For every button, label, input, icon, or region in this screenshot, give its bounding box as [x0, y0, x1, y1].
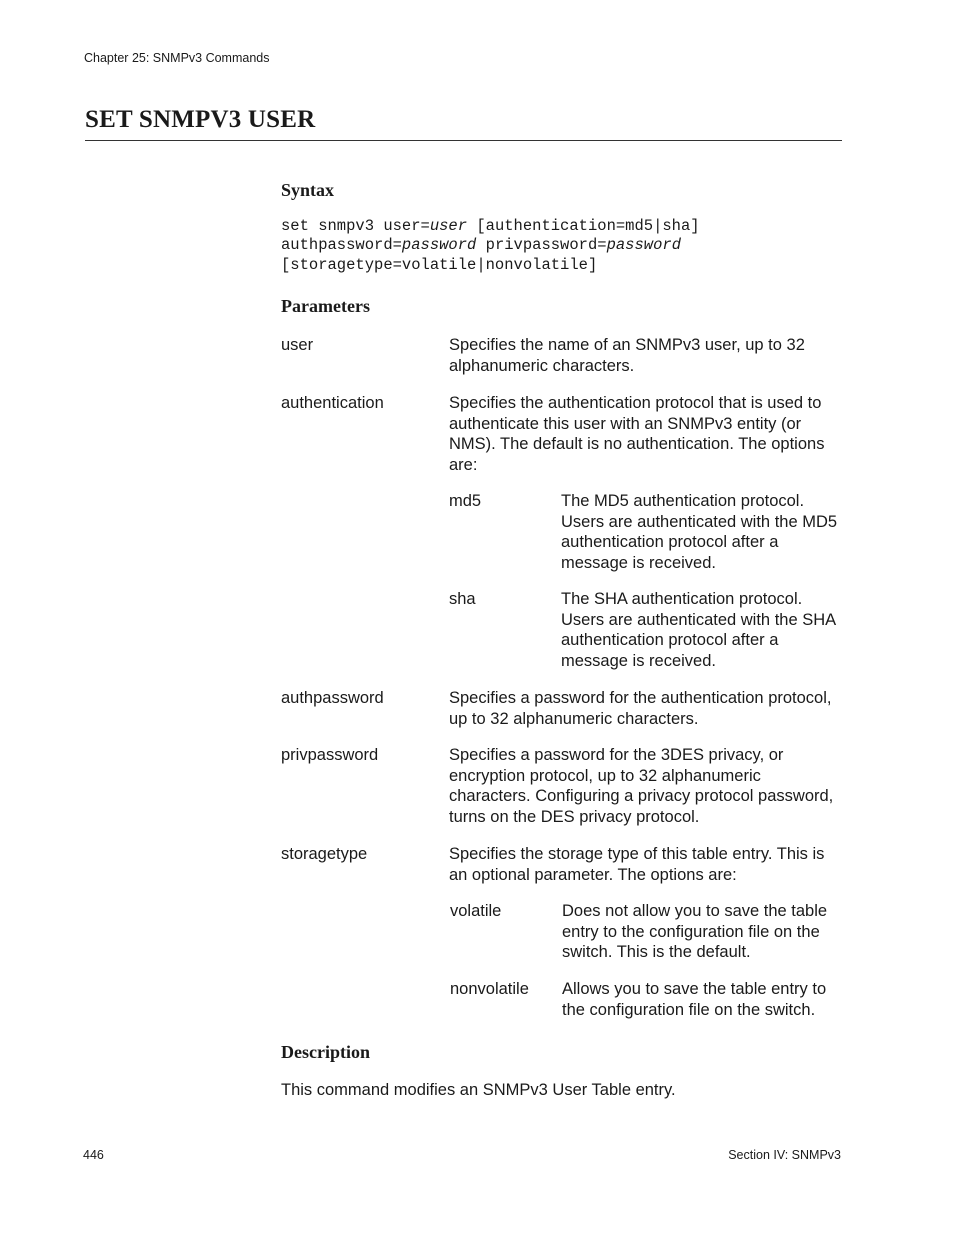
page-title: SET SNMPV3 USER — [85, 106, 316, 133]
param-storagetype-name: storagetype — [281, 845, 368, 863]
syntax-line-3: [storagetype=volatile|nonvolatile] — [281, 256, 598, 274]
option-sha-desc: The SHA authentication protocol. Users are authenticated with the SHA authentication protocol after a message is received. — [561, 590, 836, 670]
option-md5-desc: The MD5 authentication protocol. Users are authenticated with the MD5 authentication protocol after a message is received. — [561, 492, 838, 572]
parameters-heading: Parameters — [281, 296, 370, 316]
option-volatile-desc: Does not allow you to save the table entry to the configuration file on the switch. This is the default. — [562, 902, 828, 961]
param-privpassword-desc: Specifies a password for the 3DES privacy, or encryption protocol, up to 32 alphanumeric characters. Configuring a privacy protocol password, turns on the DES privacy protocol. — [449, 746, 834, 826]
param-authpassword-desc: Specifies a password for the authentication protocol, up to 32 alphanumeric characters. — [449, 689, 832, 728]
param-authentication-desc: Specifies the authentication protocol that is used to authenticate this user with an SNMPv3 entity (or NMS). The default is no authentication. The options are: — [449, 394, 825, 474]
param-user-name: user — [281, 336, 314, 354]
running-footer-section: Section IV: SNMPv3 — [728, 1148, 841, 1162]
syntax-line-1: set snmpv3 user=user [authentication=md5|sha] — [281, 217, 700, 235]
syntax-heading: Syntax — [281, 180, 335, 200]
param-storagetype-desc: Specifies the storage type of this table entry. This is an optional parameter. The options are: — [449, 845, 825, 884]
option-nonvolatile-name: nonvolatile — [450, 980, 529, 998]
param-authpassword-name: authpassword — [281, 689, 384, 707]
param-user-desc: Specifies the name of an SNMPv3 user, up to 32 alphanumeric characters. — [449, 336, 805, 375]
option-md5-name: md5 — [449, 492, 482, 510]
description-heading: Description — [281, 1042, 370, 1062]
running-header: Chapter 25: SNMPv3 Commands — [84, 51, 270, 65]
param-privpassword-name: privpassword — [281, 746, 379, 764]
param-authentication-name: authentication — [281, 394, 384, 412]
syntax-line-2: authpassword=password privpassword=password — [281, 236, 681, 254]
option-nonvolatile-desc: Allows you to save the table entry to the configuration file on the switch. — [562, 980, 827, 1019]
page-number: 446 — [83, 1148, 104, 1162]
option-volatile-name: volatile — [450, 902, 502, 920]
title-rule — [85, 140, 842, 141]
option-sha-name: sha — [449, 590, 476, 608]
description-text: This command modifies an SNMPv3 User Table entry. — [281, 1081, 676, 1099]
